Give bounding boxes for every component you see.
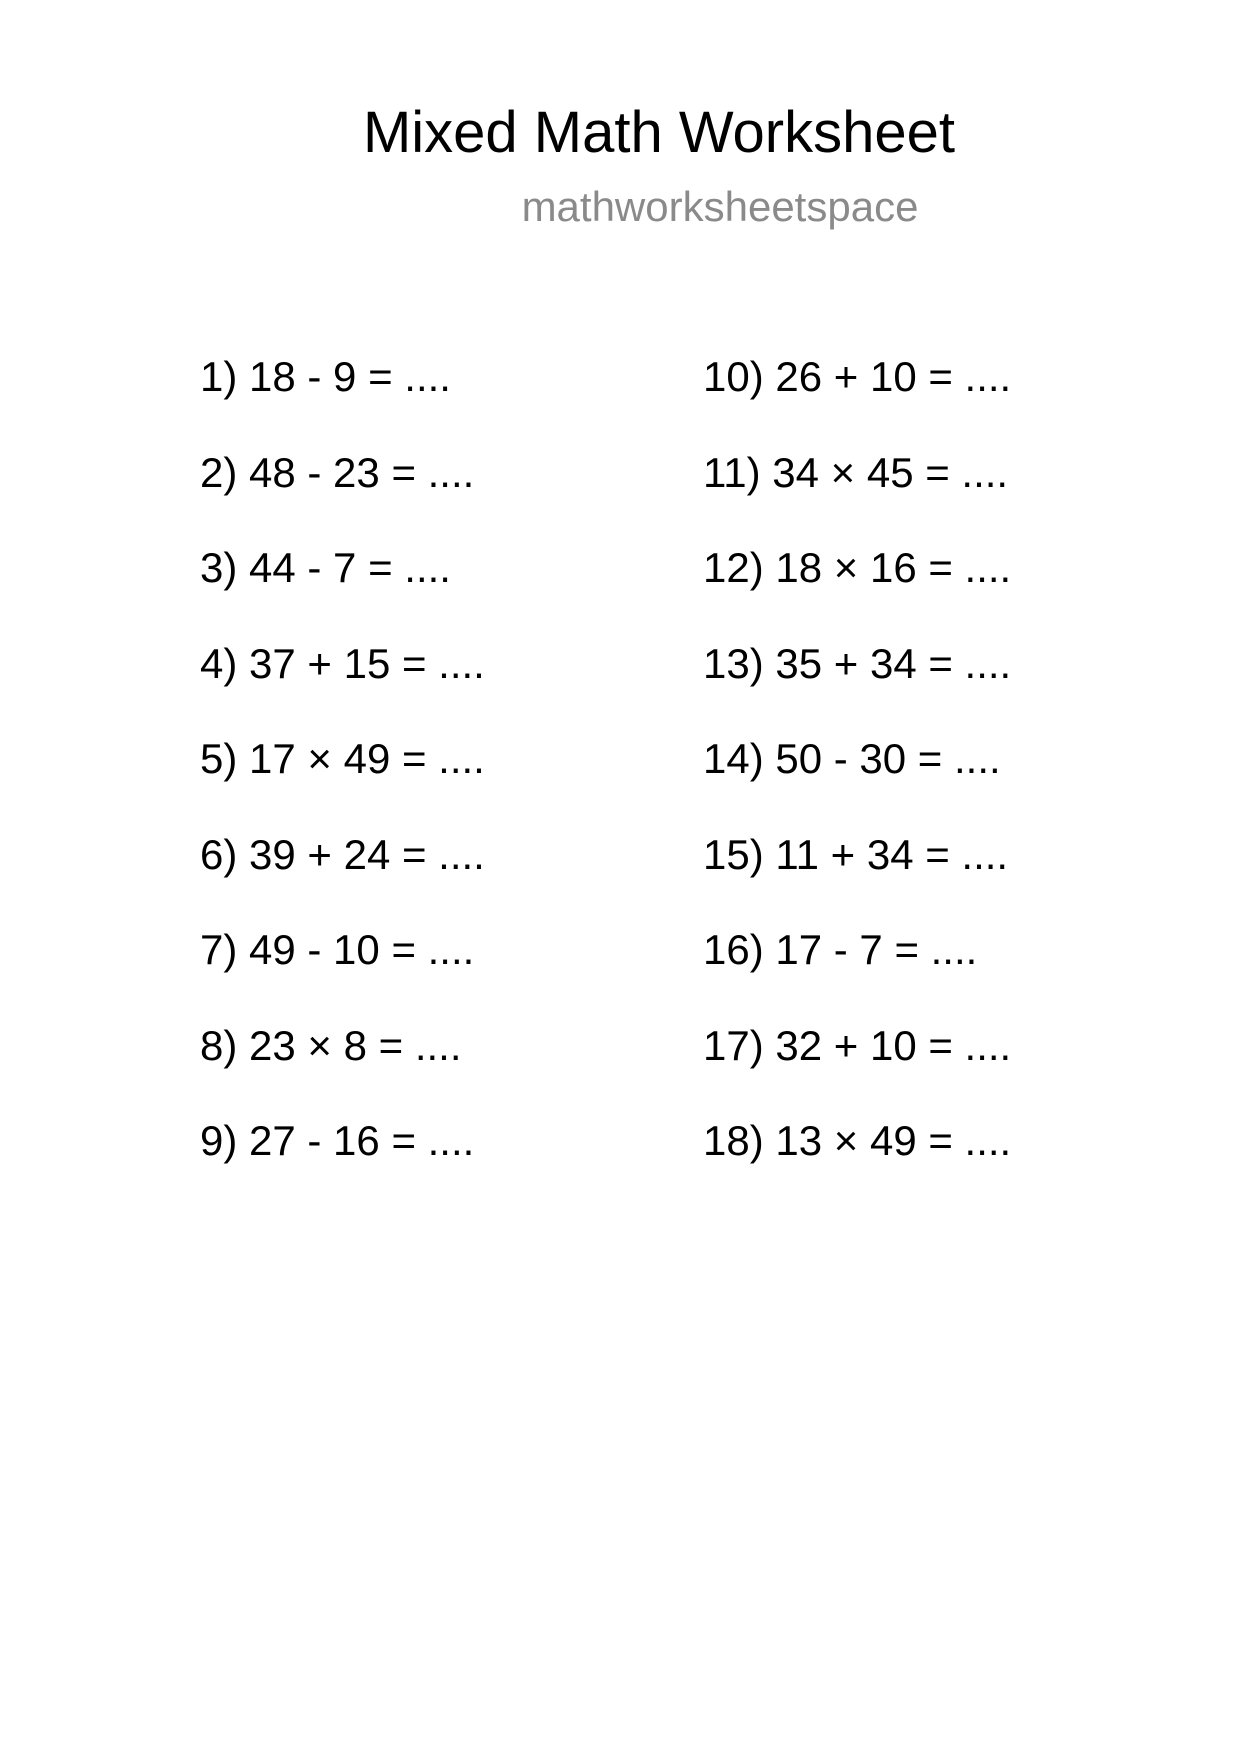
problem-1: 1) 18 - 9 = .... [200,353,451,400]
problem-15: 15) 11 + 34 = .... [703,830,1009,878]
problem-8: 8) 23 × 8 = .... [200,1021,462,1069]
problem-7: 7) 49 - 10 = .... [200,926,475,973]
problem-2: 2) 48 - 23 = .... [200,448,475,496]
problem-18: 18) 13 × 49 = .... [703,1117,1012,1164]
problem-16: 16) 17 - 7 = .... [703,926,978,973]
problem-4: 4) 37 + 15 = .... [200,639,485,687]
problem-9: 9) 27 - 16 = .... [200,1117,475,1164]
problem-column-left [200,340,485,1200]
problem-13: 13) 35 + 34 = .... [703,639,1012,687]
worksheet-title: Mixed Math Worksheet [362,100,956,165]
worksheet-subtitle: mathworksheetspace [521,183,919,230]
problem-10: 10) 26 + 10 = .... [703,353,1012,400]
problem-17: 17) 32 + 10 = .... [703,1021,1012,1069]
problem-5: 5) 17 × 49 = .... [200,735,485,782]
problem-3: 3) 44 - 7 = .... [200,544,451,591]
problem-12: 12) 18 × 16 = .... [703,544,1012,591]
problem-column-right [703,340,1011,1200]
problem-6: 6) 39 + 24 = .... [200,830,485,878]
problem-14: 14) 50 - 30 = .... [703,735,1001,782]
problem-11: 11) 34 × 45 = .... [703,448,1009,496]
